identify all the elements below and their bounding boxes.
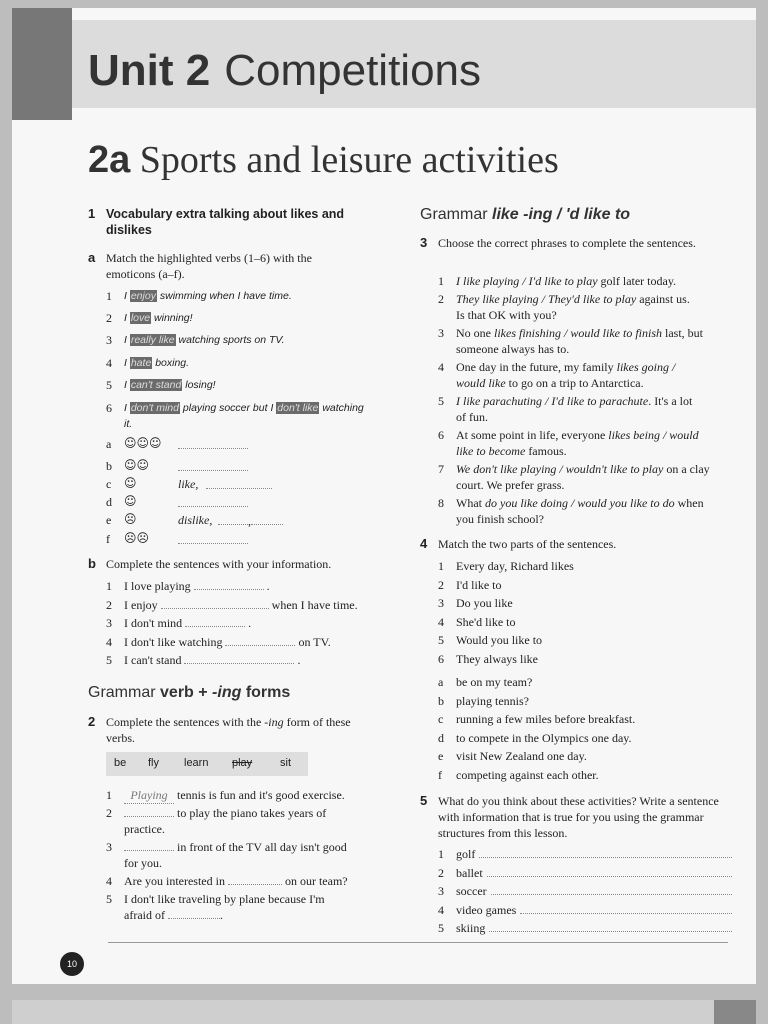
ex4-right-text: running a few miles before breakfast. xyxy=(456,712,636,727)
ex1-item-pronoun: I xyxy=(124,402,127,414)
ex4-right-letter: d xyxy=(438,730,444,745)
grammar-heading-right xyxy=(420,206,630,224)
ex3-item xyxy=(456,359,732,391)
emoticon-face-icon: ☹☹ xyxy=(124,531,150,545)
emoticon-answer xyxy=(206,476,272,494)
ex2-number: 2 xyxy=(88,714,96,729)
unit-color-tab xyxy=(12,8,72,120)
footer-rule xyxy=(108,942,728,943)
ex1b-item xyxy=(124,615,384,631)
ex2-item-text: Are you interested in xyxy=(124,874,225,888)
ex4-right-text: be on my team? xyxy=(456,675,533,689)
ex2-instruction-part: form of these verbs. xyxy=(106,715,351,745)
ex1-item-number: 1 xyxy=(106,289,112,303)
ex2-item-text: for you. xyxy=(124,856,162,870)
emoticon-letter: d xyxy=(106,495,112,509)
ex1b-item-number: 4 xyxy=(106,635,112,649)
ex3-item-text: you finish school? xyxy=(456,512,544,526)
phrase-options: I like playing / I'd like to play xyxy=(456,274,598,288)
ex3-item-text: golf later today. xyxy=(597,274,677,288)
ex2-item-text: I don't like traveling by plane because I'm xyxy=(124,892,325,906)
word-box xyxy=(106,752,308,776)
phrase-options: I like parachuting / I'd like to parachute xyxy=(456,394,649,408)
ex3-instruction: Choose the correct phrases to complete the sentences. xyxy=(438,236,696,250)
ex4-left-number: 3 xyxy=(438,596,444,611)
emoticon-blank[interactable] xyxy=(178,459,248,471)
bottom-strip xyxy=(12,1000,756,1024)
unit-number: Unit 2 xyxy=(88,46,211,95)
ex1-item-text: winning! xyxy=(154,312,193,324)
emoticon-answer xyxy=(178,531,248,549)
word-sit: sit xyxy=(280,757,291,769)
ex3-item xyxy=(456,291,732,323)
grammar-heading-left xyxy=(88,684,290,702)
ex2-item-text: in front of the TV all day isn't good xyxy=(177,840,347,854)
ex5-item xyxy=(456,902,732,918)
lesson-title xyxy=(88,138,559,182)
ex2-item-number: 4 xyxy=(106,874,112,888)
answer-blank[interactable] xyxy=(194,578,264,590)
ex4-right-letter: b xyxy=(438,693,444,708)
ex3-item-number: 1 xyxy=(438,274,444,288)
ex2-item xyxy=(124,787,376,804)
ex4-right-text: playing tennis? xyxy=(456,693,529,708)
ex4-left-number: 5 xyxy=(438,633,444,648)
emoticon-face-icon: ☺☺☺ xyxy=(124,436,162,450)
grammar-label: Grammar xyxy=(420,206,492,223)
answer-blank[interactable] xyxy=(225,634,295,646)
ex1-item-text: swimming when I have time. xyxy=(159,290,292,302)
ex1-item-pronoun: I xyxy=(124,334,127,346)
emoticon-face-icon: ☺ xyxy=(124,494,137,508)
highlighted-verb: love xyxy=(130,312,151,324)
ex3-item-text: No one xyxy=(456,326,494,340)
grammar-label: Grammar xyxy=(88,684,156,701)
ex2-item-text: tennis is fun and it's good exercise. xyxy=(177,788,345,802)
ex2-instruction-part: Complete the sentences with the xyxy=(106,715,265,729)
ex4-left-text: Would you like to xyxy=(456,633,543,648)
ex3-item-text: At some point in life, everyone xyxy=(456,428,609,442)
ex1b-label: b xyxy=(88,556,96,571)
ex5-item-number: 4 xyxy=(438,902,444,917)
page-number: 10 xyxy=(60,952,84,976)
ex4-left-text: Do you like xyxy=(456,596,513,611)
ex4-left-text: They always like xyxy=(456,652,538,666)
ex4-number: 4 xyxy=(420,536,428,551)
ex1-item-text: playing soccer but I xyxy=(182,402,274,414)
ex3-item xyxy=(456,495,732,527)
word-learn: learn xyxy=(184,757,209,769)
emoticon-letter: f xyxy=(106,532,110,546)
grammar-topic-ing: -ing xyxy=(212,684,242,701)
ex5-item-number: 1 xyxy=(438,847,444,861)
answer-blank[interactable] xyxy=(124,839,174,851)
ex4-right-letter: c xyxy=(438,712,444,727)
ex1b-item xyxy=(124,652,384,668)
ex1-title: Vocabulary extra talking about likes and dislikes xyxy=(106,207,345,237)
ex5-item xyxy=(456,920,732,936)
emoticon-letter: b xyxy=(106,459,112,473)
ex3-item-text: someone always has to. xyxy=(456,342,570,356)
ex5-answer-line[interactable] xyxy=(489,920,732,932)
ex5-item-number: 5 xyxy=(438,921,444,936)
emoticon-blank[interactable] xyxy=(218,513,248,525)
ex3-item xyxy=(456,273,732,289)
ex1-item-pronoun: I xyxy=(124,379,127,391)
answer-blank[interactable] xyxy=(185,615,245,627)
bottom-strip-accent xyxy=(714,1000,756,1024)
ex4-right-text: competing against each other. xyxy=(456,768,599,782)
answer-blank[interactable] xyxy=(161,597,269,609)
ex4-left-text: She'd like to xyxy=(456,614,516,629)
emoticon-blank[interactable] xyxy=(206,477,272,489)
ex1a-instruction: Match the highlighted verbs (1–6) with the emoticons (a–f). xyxy=(106,251,312,281)
ex2-item-text: practice. xyxy=(124,822,165,836)
ex1-item xyxy=(124,377,364,393)
ex2-item xyxy=(124,805,376,837)
highlighted-verb: don't mind xyxy=(130,402,179,414)
answer-blank[interactable] xyxy=(168,907,220,919)
lesson-name: Sports and leisure activities xyxy=(139,139,559,181)
ex1a-label: a xyxy=(88,250,96,265)
ex4-left-text: Every day, Richard likes xyxy=(456,559,574,573)
ex3-item xyxy=(456,325,732,357)
answer-blank[interactable] xyxy=(124,805,174,817)
emoticon-blank[interactable] xyxy=(178,495,248,507)
ex1b-item-text: . xyxy=(248,616,252,630)
ex3-item-text: famous. xyxy=(525,444,567,458)
ex1-item-pronoun: I xyxy=(124,312,127,324)
ex2-item xyxy=(124,891,376,923)
ex4-left-number: 4 xyxy=(438,614,444,629)
phrase-options: likes being / would xyxy=(608,428,699,442)
ex5-item-number: 3 xyxy=(438,884,444,899)
phrase-options: would like xyxy=(456,376,506,390)
ex5-answer-line[interactable] xyxy=(491,883,732,895)
grammar-topic: like -ing / 'd like to xyxy=(492,206,631,223)
ex3-item-number: 8 xyxy=(438,496,444,510)
ex4-right-letter: f xyxy=(438,768,442,782)
ex3-item-text: of fun. xyxy=(456,410,488,424)
phrase-options: We don't like playing / wouldn't like to play xyxy=(456,462,664,476)
ex5-item xyxy=(456,846,732,862)
ex4-left-number: 6 xyxy=(438,652,444,666)
emoticon-answer xyxy=(178,436,248,454)
word-be: be xyxy=(114,757,127,769)
ex4-instruction: Match the two parts of the sentences. xyxy=(438,537,617,551)
ex5-item xyxy=(456,883,732,899)
emoticon-face-icon: ☺☺ xyxy=(124,458,150,472)
ex3-item-text: to go on a trip to Antarctica. xyxy=(505,376,644,390)
ex5-answer-line[interactable] xyxy=(479,846,732,858)
ex2-item-number: 3 xyxy=(106,840,112,854)
ex1b-item-number: 1 xyxy=(106,579,112,593)
ex1-item-text: losing! xyxy=(185,379,216,391)
ex3-item xyxy=(456,427,732,459)
ex1-item xyxy=(124,400,364,432)
emoticon-letter: a xyxy=(106,437,112,451)
ex2-instruction-ing: -ing xyxy=(264,715,284,729)
grammar-topic: verb + xyxy=(160,684,213,701)
ex1-item-text: boxing. xyxy=(155,357,190,369)
highlighted-verb: enjoy xyxy=(130,290,156,302)
ex3-item-text: . It's a lot xyxy=(648,394,693,408)
ex4-right-text: to compete in the Olympics one day. xyxy=(456,730,632,745)
ex4-right-letter: e xyxy=(438,749,444,764)
ex1b-item-text: when I have time. xyxy=(271,598,358,612)
ex1-item-number: 3 xyxy=(106,333,112,347)
ex3-item-text: One day in the future, my family xyxy=(456,360,617,374)
ex5-item-number: 2 xyxy=(438,865,444,880)
ex3-item xyxy=(456,393,732,425)
ex3-item-text: Is that OK with you? xyxy=(456,308,557,322)
phrase-options: do you like doing / would you like to do xyxy=(485,496,675,510)
ex1b-item-text: I don't mind xyxy=(124,616,183,630)
ex1b-item-number: 3 xyxy=(106,616,112,630)
lesson-number: 2a xyxy=(88,139,131,181)
ex1-item-number: 4 xyxy=(106,356,112,370)
ex4-left-number: 2 xyxy=(438,577,444,592)
ex2-item-number: 5 xyxy=(106,892,112,906)
ex1-item-pronoun: I xyxy=(124,290,127,302)
emoticon-blank[interactable] xyxy=(251,513,283,525)
ex1-item xyxy=(124,288,364,304)
ex1b-item-text: on TV. xyxy=(298,635,331,649)
emoticon-blank[interactable] xyxy=(178,437,248,449)
word-fly: fly xyxy=(148,757,159,769)
ex5-activity: golf xyxy=(456,847,476,861)
ex3-item-text: court. We prefer grass. xyxy=(456,478,565,492)
emoticon-word: like, xyxy=(178,477,199,491)
phrase-options: likes finishing / would like to finish xyxy=(494,326,662,340)
word-play: play xyxy=(232,757,253,769)
ex3-item-number: 2 xyxy=(438,292,444,306)
ex3-number: 3 xyxy=(420,235,428,250)
emoticon-answer xyxy=(178,494,248,512)
answer-blank[interactable] xyxy=(228,873,282,885)
ex1b-item xyxy=(124,634,384,650)
ex5-activity: video games xyxy=(456,902,517,917)
ex1b-item-text: . xyxy=(266,579,270,593)
ex1-item-number: 5 xyxy=(106,378,112,392)
phrase-options: They like playing / They'd like to play xyxy=(456,292,637,306)
ex1b-instruction: Complete the sentences with your information. xyxy=(106,557,332,571)
emoticon-answer xyxy=(218,512,283,530)
ex1b-item-number: 2 xyxy=(106,598,112,612)
ex1-item-text: watching it. xyxy=(124,402,364,430)
ex3-item-text: when xyxy=(674,496,704,510)
phrase-options: like to become xyxy=(456,444,526,458)
ex5-item xyxy=(456,865,732,881)
emoticon-word: dislike, xyxy=(178,513,213,527)
emoticon-face-icon: ☹ xyxy=(124,512,137,526)
ex1b-item-number: 5 xyxy=(106,653,112,667)
ex4-right-text: visit New Zealand one day. xyxy=(456,749,587,764)
ex1-item xyxy=(124,355,364,371)
unit-title xyxy=(88,46,481,96)
emoticon-comma: , xyxy=(248,514,251,528)
ex5-instruction: What do you think about these activities? Write a sentence with information that is true for you using the grammar structures from this lesson. xyxy=(438,794,719,840)
ex2-item-text: . xyxy=(219,908,223,922)
emoticon-answer xyxy=(178,458,248,476)
ex4-right-letter: a xyxy=(438,675,444,689)
ex3-item-text: last, but xyxy=(662,326,703,340)
ex3-item-number: 3 xyxy=(438,326,444,340)
ex4-left-text: I'd like to xyxy=(456,577,502,592)
answer-blank[interactable] xyxy=(184,652,294,664)
ex1b-item xyxy=(124,597,384,613)
ex2-item-number: 1 xyxy=(106,788,112,802)
ex3-item-number: 5 xyxy=(438,394,444,408)
ex1b-item-text: I enjoy xyxy=(124,598,158,612)
ex5-activity: ballet xyxy=(456,865,483,880)
ex5-number: 5 xyxy=(420,793,428,808)
ex3-item-number: 7 xyxy=(438,462,444,476)
ex2-item-text: on our team? xyxy=(284,874,348,888)
ex1-item xyxy=(124,332,364,348)
ex1-item-text: watching sports on TV. xyxy=(178,334,285,346)
ex1-item-number: 6 xyxy=(106,401,112,415)
ex1b-item xyxy=(124,578,384,594)
ex5-activity: skiing xyxy=(456,921,486,936)
emoticon-face-icon: ☺ xyxy=(124,476,137,490)
example-answer: Playing xyxy=(124,787,174,804)
ex1-item-pronoun: I xyxy=(124,357,127,369)
ex2-item-text: to play the piano takes years of xyxy=(177,806,327,820)
highlighted-verb: can't stand xyxy=(130,379,182,391)
ex5-activity: soccer xyxy=(456,884,487,899)
ex3-item-number: 4 xyxy=(438,360,444,374)
ex2-instruction xyxy=(106,714,366,746)
emoticon-letter: c xyxy=(106,477,112,491)
ex3-item-text: against us. xyxy=(636,292,690,306)
ex3-item-text: on a clay xyxy=(663,462,710,476)
highlighted-verb: hate xyxy=(130,357,152,369)
ex1-item xyxy=(124,310,364,326)
ex1-number: 1 xyxy=(88,206,96,221)
emoticon-blank[interactable] xyxy=(178,532,248,544)
ex4-left-number: 1 xyxy=(438,559,444,573)
phrase-options: likes going / xyxy=(616,360,676,374)
grammar-topic-end: forms xyxy=(241,684,291,701)
unit-name: Competitions xyxy=(224,46,482,95)
ex1b-item-text: I can't stand xyxy=(124,653,182,667)
ex2-item-number: 2 xyxy=(106,806,112,820)
ex5-answer-line[interactable] xyxy=(520,902,732,914)
ex2-item-text: afraid of xyxy=(124,908,165,922)
ex2-item xyxy=(124,873,376,889)
ex2-item xyxy=(124,839,376,871)
ex1b-item-text: I don't like watching xyxy=(124,635,223,649)
ex3-item-number: 6 xyxy=(438,428,444,442)
ex3-item xyxy=(456,461,732,493)
ex1-item-number: 2 xyxy=(106,311,112,325)
highlighted-verb: really like xyxy=(130,334,175,346)
ex5-answer-line[interactable] xyxy=(487,865,732,877)
ex3-item-text: What xyxy=(456,496,485,510)
emoticon-letter: e xyxy=(106,513,112,527)
highlighted-verb: don't like xyxy=(277,402,319,414)
ex1b-item-text: . xyxy=(297,653,301,667)
ex1b-item-text: I love playing xyxy=(124,579,191,593)
